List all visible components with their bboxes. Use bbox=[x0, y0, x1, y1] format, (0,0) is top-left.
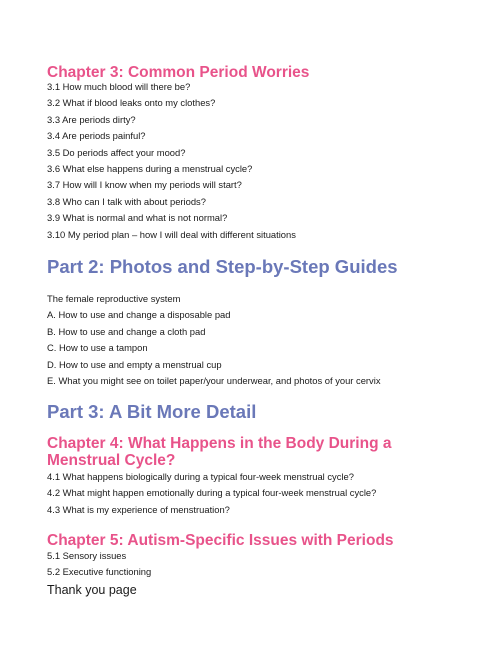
toc-item: 3.7 How will I know when my periods will start? bbox=[47, 179, 242, 191]
toc-item: 3.10 My period plan – how I will deal with different situations bbox=[47, 228, 296, 240]
toc-item: The female reproductive system bbox=[47, 293, 181, 304]
chapter-3-list bbox=[47, 81, 296, 245]
toc-item: 5.2 Executive functioning bbox=[47, 566, 152, 578]
toc-item: 3.4 Are periods painful? bbox=[47, 130, 146, 142]
part-2-title: Part 2: Photos and Step-by-Step Guides bbox=[47, 256, 398, 277]
toc-item: 3.8 Who can I talk with about periods? bbox=[47, 195, 206, 207]
toc-item: 3.3 Are periods dirty? bbox=[47, 113, 136, 125]
toc-item: B. How to use and change a cloth pad bbox=[47, 325, 206, 337]
toc-item: D. How to use and empty a menstrual cup bbox=[47, 358, 222, 370]
toc-item: A. How to use and change a disposable pad bbox=[47, 309, 231, 321]
toc-item: 5.1 Sensory issues bbox=[47, 550, 127, 561]
toc-item: 3.9 What is normal and what is not normal? bbox=[47, 212, 228, 224]
toc-item: 4.1 What happens biologically during a typical four-week menstrual cycle? bbox=[47, 471, 354, 482]
toc-item: 4.3 What is my experience of menstruation? bbox=[47, 503, 230, 515]
thank-you-page-entry: Thank you page bbox=[47, 583, 137, 597]
toc-item: 3.6 What else happens during a menstrual cycle? bbox=[47, 162, 253, 174]
chapter-5-list bbox=[47, 550, 151, 583]
chapter-5-title: Chapter 5: Autism-Specific Issues with Periods bbox=[47, 532, 394, 549]
toc-item: 3.5 Do periods affect your mood? bbox=[47, 146, 186, 158]
toc-item: 3.1 How much blood will there be? bbox=[47, 81, 191, 92]
chapter-3-title: Chapter 3: Common Period Worries bbox=[47, 64, 310, 81]
toc-item: 4.2 What might happen emotionally during a typical four-week menstrual cycle? bbox=[47, 487, 377, 499]
part-3-title: Part 3: A Bit More Detail bbox=[47, 401, 257, 422]
chapter-4-title-line-1: Chapter 4: What Happens in the Body During a bbox=[47, 435, 392, 452]
chapter-4-list bbox=[47, 471, 376, 520]
toc-item: C. How to use a tampon bbox=[47, 342, 148, 354]
toc-item: 3.2 What if blood leaks onto my clothes? bbox=[47, 97, 216, 109]
part-2-list bbox=[47, 293, 381, 391]
toc-item: E. What you might see on toilet paper/your underwear, and photos of your cervix bbox=[47, 374, 381, 386]
chapter-4-title-line-2: Menstrual Cycle? bbox=[47, 452, 176, 469]
